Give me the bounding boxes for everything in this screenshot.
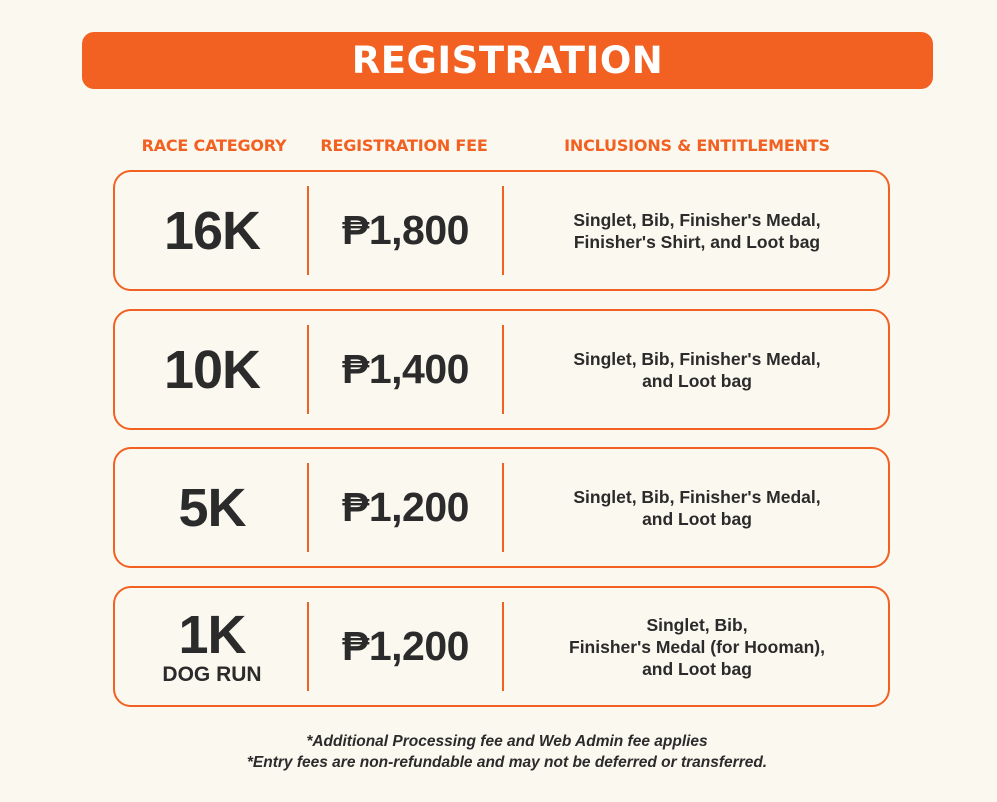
race-subcategory: DOG RUN bbox=[162, 663, 262, 686]
inclusions-cell bbox=[504, 588, 890, 705]
race-row-16k bbox=[113, 170, 890, 291]
registration-fee: ₱1,200 bbox=[342, 484, 469, 530]
footnote-processing-fee: *Additional Processing fee and Web Admin fee applies bbox=[306, 733, 708, 750]
inclusions-line: Finisher's Shirt, and Loot bag bbox=[573, 231, 821, 252]
race-category: 1K bbox=[178, 605, 246, 665]
registration-banner bbox=[82, 32, 933, 89]
header-race-category: RACE CATEGORY bbox=[141, 136, 287, 155]
inclusions-line: Singlet, Bib, bbox=[646, 614, 748, 635]
race-row-10k bbox=[113, 309, 890, 430]
race-row-1k-dog-run bbox=[113, 586, 890, 707]
registration-fee: ₱1,800 bbox=[342, 207, 469, 253]
race-category: 10K bbox=[163, 339, 261, 400]
inclusions-line: Singlet, Bib, Finisher's Medal, bbox=[573, 348, 821, 369]
inclusions-line: and Loot bag bbox=[642, 370, 752, 391]
inclusions-line: Finisher's Medal (for Hooman), bbox=[569, 636, 825, 657]
inclusions-line: Singlet, Bib, Finisher's Medal, bbox=[573, 209, 821, 230]
inclusions-cell bbox=[504, 449, 890, 566]
inclusions-cell bbox=[504, 311, 890, 428]
race-category-cell bbox=[115, 588, 309, 705]
race-category: 5K bbox=[178, 477, 246, 538]
header-inclusions: INCLUSIONS & ENTITLEMENTS bbox=[564, 136, 830, 155]
inclusions-cell bbox=[504, 172, 890, 289]
race-row-5k bbox=[113, 447, 890, 568]
inclusions-line: Singlet, Bib, Finisher's Medal, bbox=[573, 486, 821, 507]
inclusions-line: and Loot bag bbox=[642, 658, 752, 679]
header-registration-fee: REGISTRATION FEE bbox=[320, 136, 488, 155]
race-category-cell bbox=[115, 311, 309, 428]
race-category-cell bbox=[115, 172, 309, 289]
race-category: 16K bbox=[163, 200, 261, 261]
footnote-non-refundable: *Entry fees are non-refundable and may not be deferred or transferred. bbox=[246, 754, 768, 771]
registration-fee: ₱1,200 bbox=[342, 623, 469, 669]
race-category-cell bbox=[115, 449, 309, 566]
registration-fee: ₱1,400 bbox=[342, 346, 469, 392]
page-title: REGISTRATION bbox=[351, 39, 664, 82]
inclusions-line: and Loot bag bbox=[642, 508, 752, 529]
